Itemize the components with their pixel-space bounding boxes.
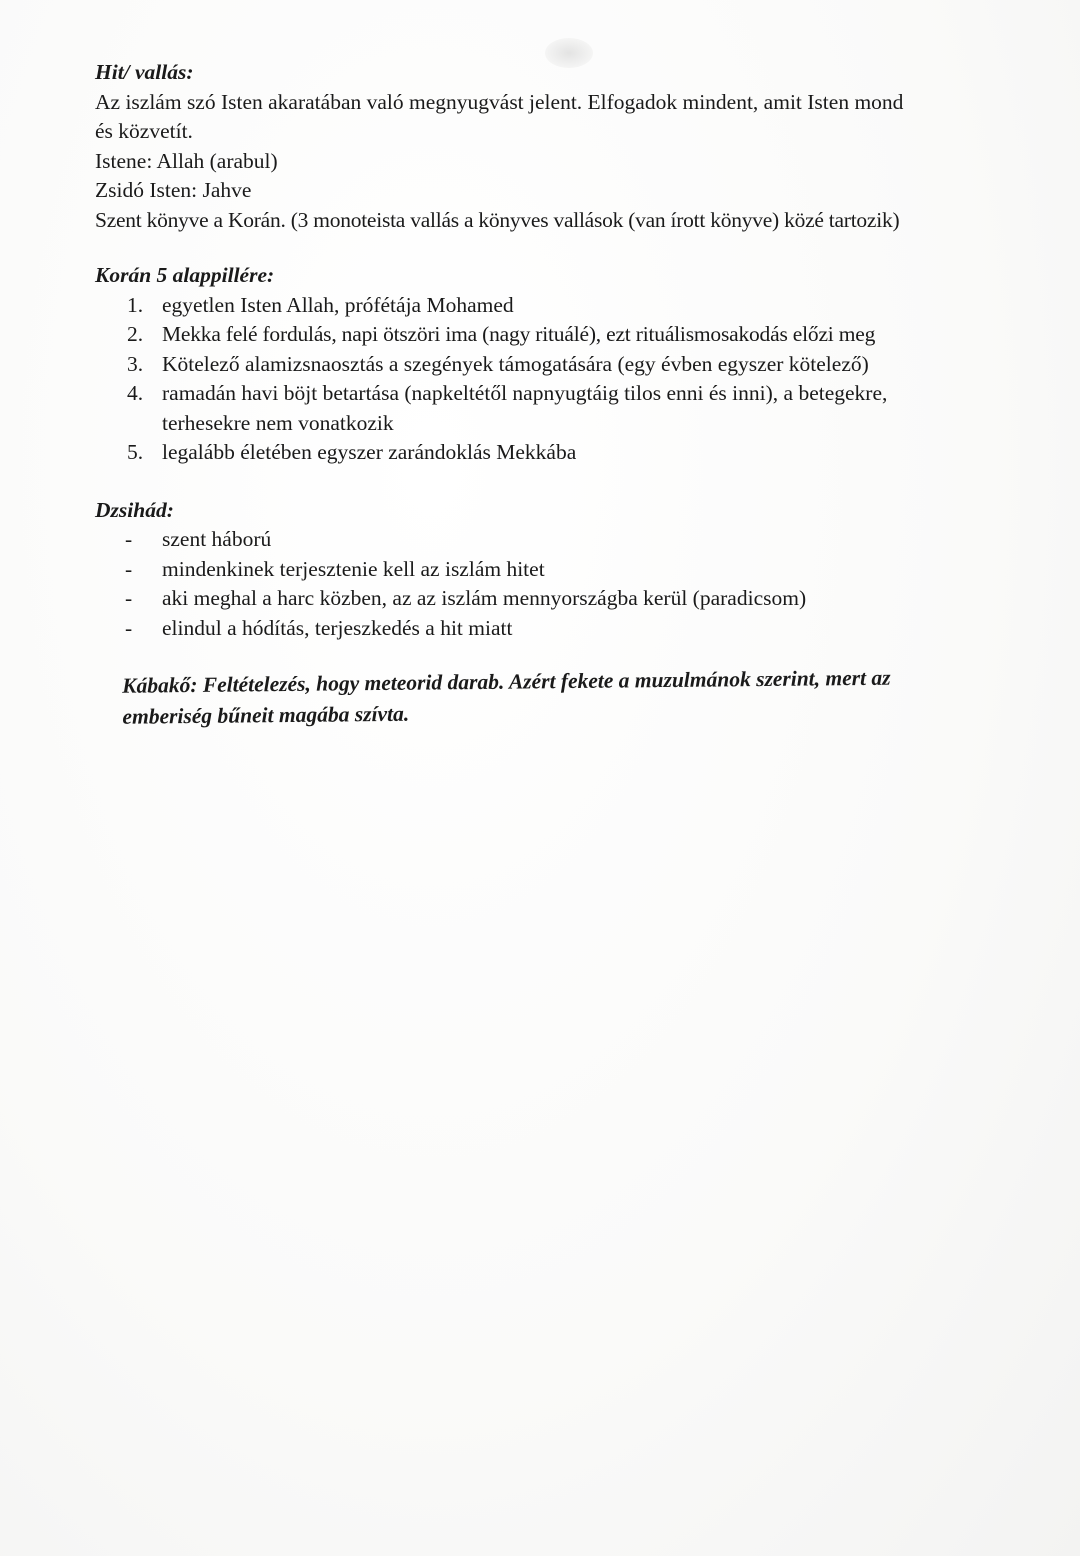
dash-marker: - [125,615,133,640]
document-body [95,58,975,733]
text-line: Az iszlám szó Isten akaratában való megnyugvást jelent. Elfogadok mindent, amit Isten mond [95,89,904,114]
section-heading-pillars: Korán 5 alappillére: [95,263,275,287]
list-item [95,584,975,614]
list-item [95,291,975,321]
dash-marker: - [125,586,133,610]
list-item [95,350,975,380]
list-item-text: Kötelező alamizsnaosztás a szegények támogatására (egy évben egyszer kötelező) [162,351,869,376]
list-item-text: Mekka felé fordulás, napi ötszöri ima (nagy rituálé), ezt rituálismosakodás előzi meg [162,322,876,346]
section-heading-jihad: Dzsihád: [95,497,174,522]
text-line: Istene: Allah (arabul) [95,148,278,173]
jihad-list [95,525,975,643]
section-heading-faith: Hit/ vallás: [95,60,194,84]
list-item [95,555,975,585]
list-item [95,320,975,350]
list-number: 1. [127,292,144,317]
dash-marker: - [125,556,133,581]
list-number: 3. [127,351,144,376]
dash-marker: - [125,527,133,551]
list-number: 5. [127,440,144,464]
list-item-text: mindenkinek terjesztenie kell az iszlám hitet [162,556,545,581]
kaaba-stone-note: Kábakő: Feltételezés, hogy meteorid darab. Azért fekete a muzulmánok szerint, mert az emberiség bűneit magába szívta. [122,665,891,729]
text-line: Szent könyve a Korán. (3 monoteista vallás a könyves vallások (van írott könyve) közé tartozik) [95,207,900,232]
text-line: és közvetít. [95,119,193,143]
list-item-text: elindul a hódítás, terjeszkedés a hit miatt [162,615,513,640]
list-item-text: egyetlen Isten Allah, prófétája Mohamed [162,292,514,317]
list-item-text: szent háború [162,527,272,551]
text-line: Zsidó Isten: Jahve [95,178,252,202]
list-number: 4. [127,381,144,405]
list-item [95,438,975,468]
list-number: 2. [127,322,144,346]
list-item [95,379,975,438]
pillars-list [95,291,975,468]
list-item [95,525,975,555]
list-item-text: aki meghal a harc közben, az az iszlám mennyországba kerül (paradicsom) [162,586,807,610]
list-item [95,614,975,644]
list-item-text: legalább életében egyszer zarándoklás Mekkába [162,440,577,464]
list-item-text: ramadán havi böjt betartása (napkeltétől napnyugtáig tilos enni és inni), a betegekre, terhesekre nem vonatkozik [162,381,888,435]
